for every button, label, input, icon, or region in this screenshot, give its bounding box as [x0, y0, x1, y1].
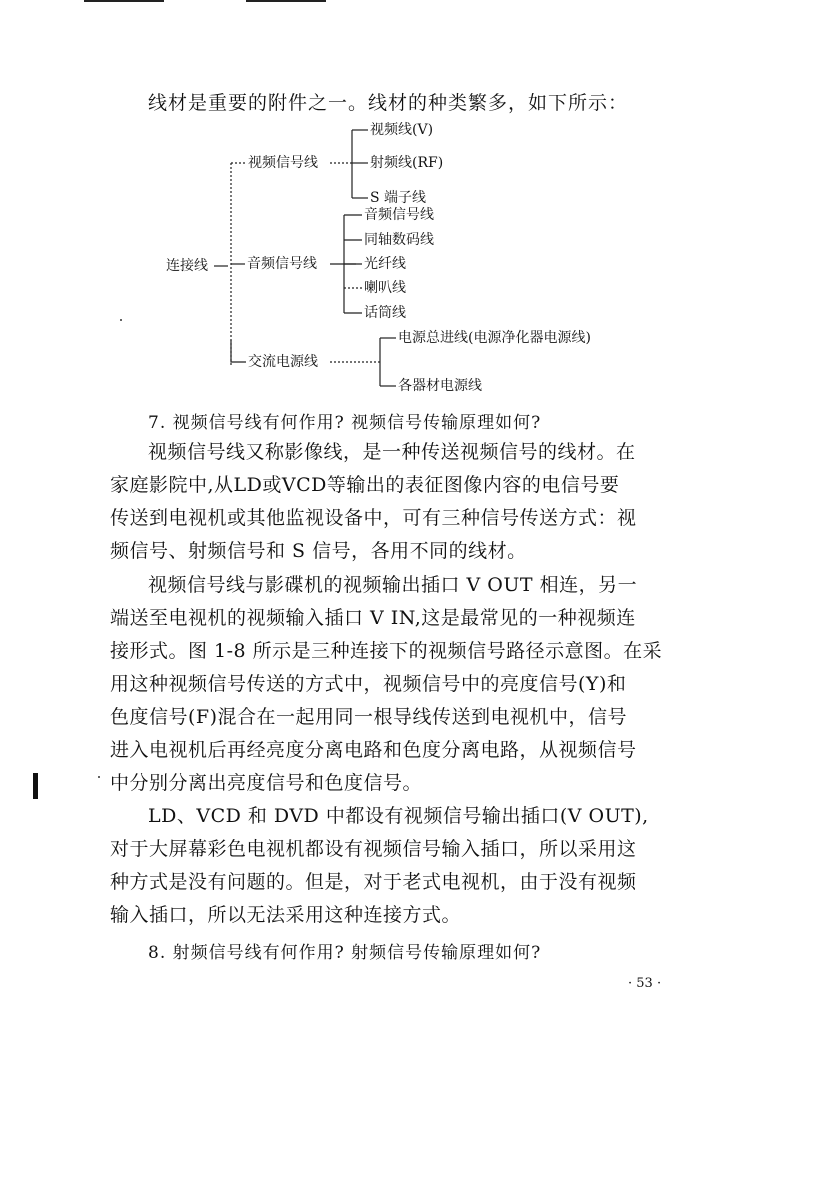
- paragraph-line: LD、VCD 和 DVD 中都设有视频信号输出插口(V OUT),: [148, 805, 649, 827]
- leaf-microphone-cable: 话筒线: [364, 305, 406, 321]
- leaf-optical-cable: 光纤线: [364, 256, 406, 272]
- scan-speck: [98, 776, 100, 778]
- leaf-rf-cable: 射频线(RF): [370, 155, 444, 171]
- branch-ac-power: 交流电源线: [248, 354, 318, 370]
- intro-text: 线材是重要的附件之一。线材的种类繁多，如下所示：: [148, 92, 629, 114]
- paragraph-line: 家庭影院中,从LD或VCD等输出的表征图像内容的电信号要: [110, 474, 620, 496]
- paragraph-2: [110, 569, 690, 800]
- paragraph-3: [110, 800, 690, 932]
- leaf-speaker-cable: 喇叭线: [364, 280, 406, 296]
- paragraph-line: 端送至电视机的视频输入插口 V IN,这是最常见的一种视频连: [110, 607, 636, 629]
- scan-margin-mark: [33, 773, 38, 799]
- question-7-heading: 7. 视频信号线有何作用? 视频信号传输原理如何?: [148, 413, 542, 433]
- paragraph-line: 频信号、射频信号和 S 信号，各用不同的线材。: [110, 540, 527, 562]
- paragraph-line: 进入电视机后再经亮度分离电路和色度分离电路，从视频信号: [110, 739, 637, 761]
- paragraph-line: 视频信号线与影碟机的视频输出插口 V OUT 相连，另一: [148, 574, 638, 596]
- leaf-main-power-cable: 电源总进线(电源净化器电源线): [398, 330, 591, 346]
- paragraph-line: 种方式是没有问题的。但是，对于老式电视机，由于没有视频: [110, 871, 637, 893]
- paragraph-line: 输入插口，所以无法采用这种连接方式。: [110, 904, 462, 926]
- paragraph-line: 视频信号线又称影像线，是一种传送视频信号的线材。在: [148, 441, 636, 463]
- page-number: · 53 ·: [628, 976, 662, 991]
- paragraph-line: 传送到电视机或其他监视设备中，可有三种信号传送方式：视: [110, 507, 637, 529]
- leaf-audio-cable: 音频信号线: [364, 207, 434, 223]
- paragraph-1: [110, 436, 690, 568]
- paragraph-line: 用这种视频信号传送的方式中，视频信号中的亮度信号(Y)和: [110, 673, 627, 695]
- paragraph-line: 接形式。图 1-8 所示是三种连接下的视频信号路径示意图。在采: [110, 640, 663, 662]
- leaf-s-video-cable: S 端子线: [370, 190, 427, 206]
- tree-root: 连接线: [166, 258, 208, 274]
- paragraph-line: 中分别分离出亮度信号和色度信号。: [110, 772, 423, 794]
- leaf-device-power-cable: 各器材电源线: [398, 378, 482, 394]
- question-8-heading: 8. 射频信号线有何作用? 射频信号传输原理如何?: [148, 943, 542, 963]
- leaf-video-cable: 视频线(V): [370, 122, 434, 138]
- scan-speck: [120, 319, 122, 321]
- branch-audio-signal: 音频信号线: [247, 256, 317, 272]
- paragraph-line: 色度信号(F)混合在一起用同一根导线传送到电视机中，信号: [110, 706, 628, 728]
- branch-video-signal: 视频信号线: [248, 155, 318, 171]
- paragraph-line: 对于大屏幕彩色电视机都设有视频信号输入插口，所以采用这: [110, 838, 637, 860]
- leaf-coaxial-cable: 同轴数码线: [364, 232, 434, 248]
